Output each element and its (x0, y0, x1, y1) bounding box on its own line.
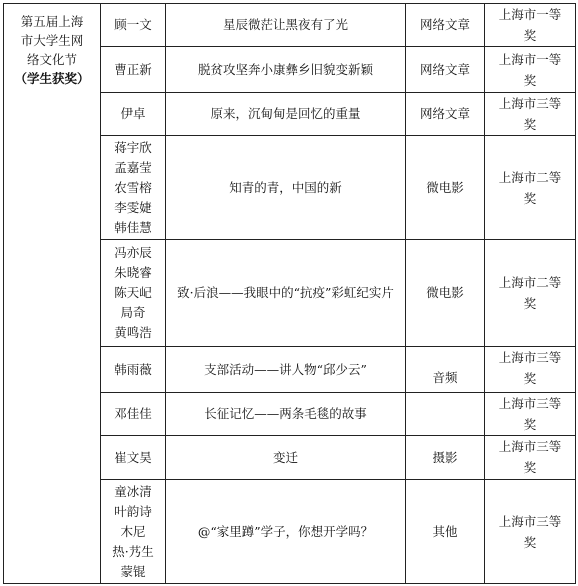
work-type: 其他 (406, 480, 485, 584)
participant-name: 黄鸣浩 (114, 325, 152, 340)
participant-cell (101, 347, 166, 393)
work-title: @“家里蹲”学子，你想开学吗？ (166, 480, 406, 584)
award-level: 上海市一等奖 (485, 47, 576, 93)
work-type: 网络文章 (406, 4, 485, 47)
work-type: 网络文章 (406, 47, 485, 93)
award-level: 上海市三等奖 (485, 93, 576, 136)
participant-cell (101, 4, 166, 47)
participant-name: 韩佳慧 (114, 219, 152, 235)
work-title: 原来，沉甸甸是回忆的重量 (166, 93, 406, 136)
work-title: 变迁 (166, 436, 406, 480)
participant-cell (101, 240, 166, 347)
work-type: 网络文章 (406, 93, 485, 136)
work-title: 致·后浪——我眼中的“抗疫”彩虹纪实片 (166, 240, 406, 347)
participant-name: 顾一文 (114, 17, 152, 32)
award-level: 上海市二等奖 (485, 240, 576, 347)
participant-cell (101, 47, 166, 93)
participant-name: 陈天屺 (114, 285, 152, 300)
participant-name: 冯亦辰 (114, 245, 152, 260)
participant-name: 李雯婕 (114, 199, 152, 215)
work-type (406, 393, 485, 436)
participant-name: 朱晓睿 (114, 265, 152, 280)
participant-cell (101, 136, 166, 240)
category-line: 第五届上海 (20, 14, 84, 29)
participant-name: 伊卓 (120, 106, 146, 121)
participant-name: 局奇 (120, 305, 146, 320)
participant-name: 孟嘉莹 (114, 159, 152, 175)
participant-name: 蒙锟 (120, 563, 146, 579)
work-type: 摄影 (406, 436, 485, 480)
participant-cell (101, 393, 166, 436)
category-line: 络文化节 (26, 52, 77, 67)
award-level: 上海市一等奖 (485, 4, 576, 47)
participant-name: 童冰清 (114, 483, 152, 499)
participant-cell (101, 480, 166, 584)
participant-name: 曹正新 (114, 61, 152, 77)
category-subtitle: （学生获奖） (14, 71, 90, 86)
participant-name: 韩雨薇 (114, 361, 152, 377)
work-title: 长征记忆——两条毛毯的故事 (166, 393, 406, 436)
category-cell (4, 4, 101, 584)
work-type: 音频 (406, 347, 485, 393)
participant-name: 热·艿生 (112, 543, 154, 559)
participant-name: 蒋宇欣 (114, 139, 152, 155)
participant-name: 木尼 (120, 523, 146, 539)
table-row (4, 4, 576, 47)
award-level: 上海市三等奖 (485, 436, 576, 480)
participant-name: 崔文昊 (114, 449, 152, 465)
award-level: 上海市二等奖 (485, 136, 576, 240)
work-title: 支部活动——讲人物“邱少云” (166, 347, 406, 393)
work-title: 知青的青，中国的新 (166, 136, 406, 240)
work-type: 微电影 (406, 240, 485, 347)
award-level: 上海市三等奖 (485, 393, 576, 436)
award-level: 上海市三等奖 (485, 480, 576, 584)
participant-cell (101, 436, 166, 480)
award-level: 上海市三等奖 (485, 347, 576, 393)
participant-name: 叶韵诗 (114, 503, 152, 519)
awards-table (3, 3, 576, 584)
participant-cell (101, 93, 166, 136)
work-title: 星辰微茫让黑夜有了光 (166, 4, 406, 47)
work-title: 脱贫攻坚奔小康彝乡旧貌变新颖 (166, 47, 406, 93)
work-type: 微电影 (406, 136, 485, 240)
participant-name: 农雪榕 (114, 179, 152, 195)
participant-name: 邓佳佳 (114, 406, 152, 421)
category-line: 市大学生网 (20, 33, 84, 48)
